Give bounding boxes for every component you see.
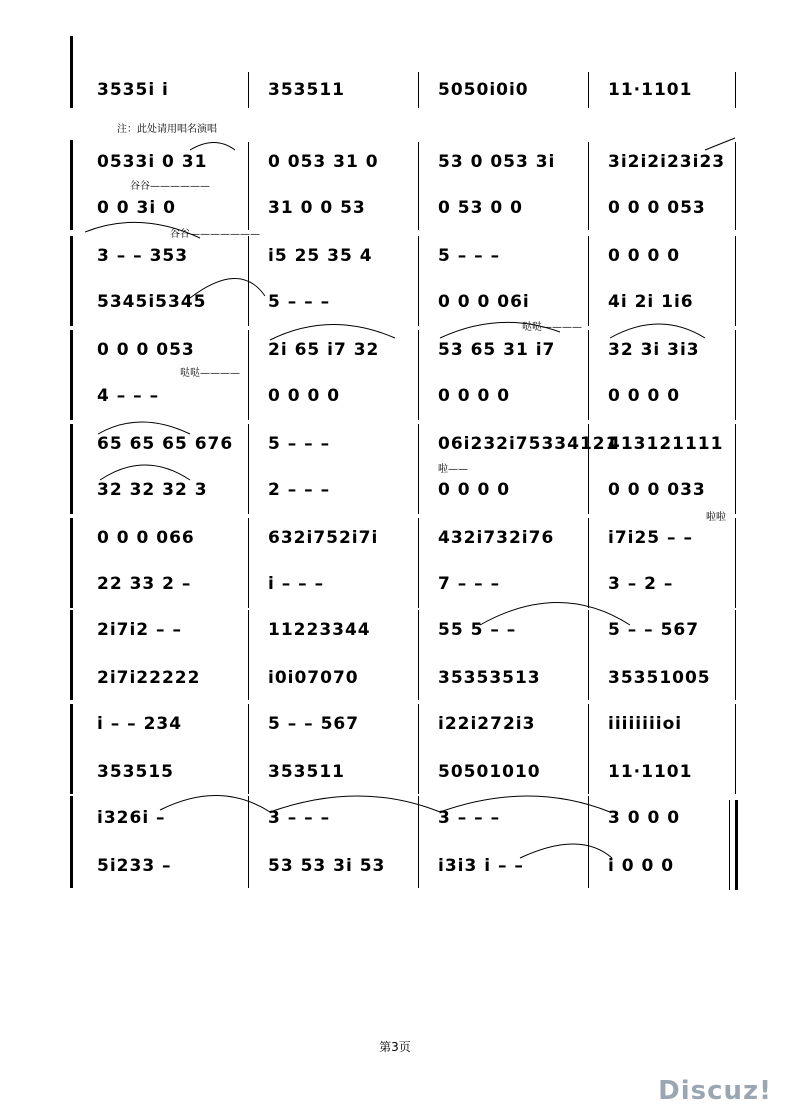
measure-r1-c1: 3535i i: [97, 80, 169, 100]
measure-r8-c2: 5 – – –: [268, 434, 331, 454]
slur: [190, 278, 265, 298]
slur: [85, 222, 200, 238]
measure-r7-c3: 0 0 0 0: [438, 386, 511, 406]
performance-note: 注：此处请用唱名演唱: [117, 124, 217, 135]
final-barline-thin: [729, 800, 730, 890]
measure-r17-c4: i 0 0 0: [608, 856, 675, 876]
measure-r17-c1: 5i233 –: [97, 856, 172, 876]
slur: [100, 465, 190, 480]
lyric-la-1: 啦——: [438, 464, 468, 475]
measure-r2-c4: 3i2i2i23i23: [608, 152, 726, 172]
measure-r16-c2: 3 – – –: [268, 808, 331, 828]
watermark: Discuz!: [658, 1076, 772, 1106]
measure-r17-c2: 53 53 3i 53: [268, 856, 386, 876]
measure-r16-c4: 3 0 0 0: [608, 808, 681, 828]
measure-r4-c3: 5 – – –: [438, 246, 501, 266]
slur: [160, 795, 270, 812]
measure-r3-c3: 0 53 0 0: [438, 198, 523, 218]
measure-r6-c1: 0 0 0 053: [97, 340, 195, 360]
measure-r10-c1: 0 0 0 066: [97, 528, 195, 548]
measure-r14-c1: i – – 234: [97, 714, 183, 734]
slur: [440, 796, 610, 812]
measure-r10-c3: 432i732i76: [438, 528, 555, 548]
slur: [270, 796, 440, 812]
measure-r3-c1: 0 0 3i 0: [97, 198, 176, 218]
measure-r5-c2: 5 – – –: [268, 292, 331, 312]
measure-r5-c4: 4i 2i 1i6: [608, 292, 694, 312]
final-barline: [735, 800, 738, 890]
measure-r15-c2: 353511: [268, 762, 345, 782]
measure-r4-c2: i5 25 35 4: [268, 246, 373, 266]
measure-r1-c4: 11·1101: [608, 80, 693, 100]
measure-r11-c2: i – – –: [268, 574, 325, 594]
measure-r11-c4: 3 – 2 –: [608, 574, 674, 594]
lyric-dada-2: 哒哒————: [180, 368, 240, 379]
measure-r15-c4: 11·1101: [608, 762, 693, 782]
measure-r2-c3: 53 0 053 3i: [438, 152, 556, 172]
measure-r9-c1: 32 32 32 3: [97, 480, 208, 500]
measure-r8-c1: 65 65 65 676: [97, 434, 234, 454]
measure-r12-c3: 55 5 – –: [438, 620, 517, 640]
measure-r4-c4: 0 0 0 0: [608, 246, 681, 266]
measure-r11-c1: 22 33 2 –: [97, 574, 192, 594]
measure-r14-c2: 5 – – 567: [268, 714, 360, 734]
measure-r7-c1: 4 – – –: [97, 386, 160, 406]
slur: [610, 324, 705, 338]
measure-r10-c2: 632i752i7i: [268, 528, 379, 548]
measure-r15-c3: 50501010: [438, 762, 541, 782]
measure-r17-c3: i3i3 i – –: [438, 856, 524, 876]
page-number: 第3页: [379, 1040, 411, 1054]
measure-r12-c1: 2i7i2 – –: [97, 620, 182, 640]
slur: [705, 138, 735, 150]
measure-r13-c1: 2i7i22222: [97, 668, 201, 688]
measure-r8-c4: 413121111: [608, 434, 724, 454]
measure-r12-c2: 11223344: [268, 620, 371, 640]
lyric-gugu-1: 谷谷——————: [130, 181, 210, 192]
slur: [440, 322, 560, 338]
measure-r11-c3: 7 – – –: [438, 574, 501, 594]
slur: [98, 422, 190, 434]
lyric-dada-1: 哒哒————: [522, 322, 582, 333]
measure-r7-c2: 0 0 0 0: [268, 386, 341, 406]
measure-r10-c4: i7i25 – –: [608, 528, 693, 548]
lyric-gugu-2: 谷谷———————: [170, 229, 260, 240]
measure-r7-c4: 0 0 0 0: [608, 386, 681, 406]
measure-r9-c4: 0 0 0 033: [608, 480, 706, 500]
measure-r4-c1: 3 – – 353: [97, 246, 189, 266]
slur: [520, 844, 612, 858]
measure-r9-c3: 0 0 0 0: [438, 480, 511, 500]
measure-r6-c2: 2i 65 i7 32: [268, 340, 380, 360]
measure-r5-c1: 5345i5345: [97, 292, 207, 312]
measure-r16-c3: 3 – – –: [438, 808, 501, 828]
slur: [480, 603, 630, 626]
measure-r2-c2: 0 053 31 0: [268, 152, 379, 172]
measure-r6-c4: 32 3i 3i3: [608, 340, 700, 360]
slur: [270, 324, 395, 340]
measure-r14-c3: i22i272i3: [438, 714, 536, 734]
measure-r15-c1: 353515: [97, 762, 174, 782]
measure-r14-c4: iiiiiiiioi: [608, 714, 683, 734]
measure-r2-c1: 0533i 0 31: [97, 152, 208, 172]
measure-r6-c3: 53 65 31 i7: [438, 340, 556, 360]
measure-r3-c4: 0 0 0 053: [608, 198, 706, 218]
measure-r8-c3: 06i232i75334121: [438, 434, 619, 454]
measure-r16-c1: i326i –: [97, 808, 166, 828]
measure-r13-c2: i0i07070: [268, 668, 359, 688]
measure-r9-c2: 2 – – –: [268, 480, 331, 500]
measure-r12-c4: 5 – – 567: [608, 620, 700, 640]
measure-r1-c3: 5050i0i0: [438, 80, 529, 100]
measure-r5-c3: 0 0 0 06i: [438, 292, 530, 312]
lyric-lala-1: 啦啦: [706, 512, 726, 523]
measure-r1-c2: 353511: [268, 80, 345, 100]
measure-r13-c3: 35353513: [438, 668, 541, 688]
measure-r3-c2: 31 0 0 53: [268, 198, 366, 218]
slur: [190, 143, 235, 151]
measure-r13-c4: 35351005: [608, 668, 711, 688]
